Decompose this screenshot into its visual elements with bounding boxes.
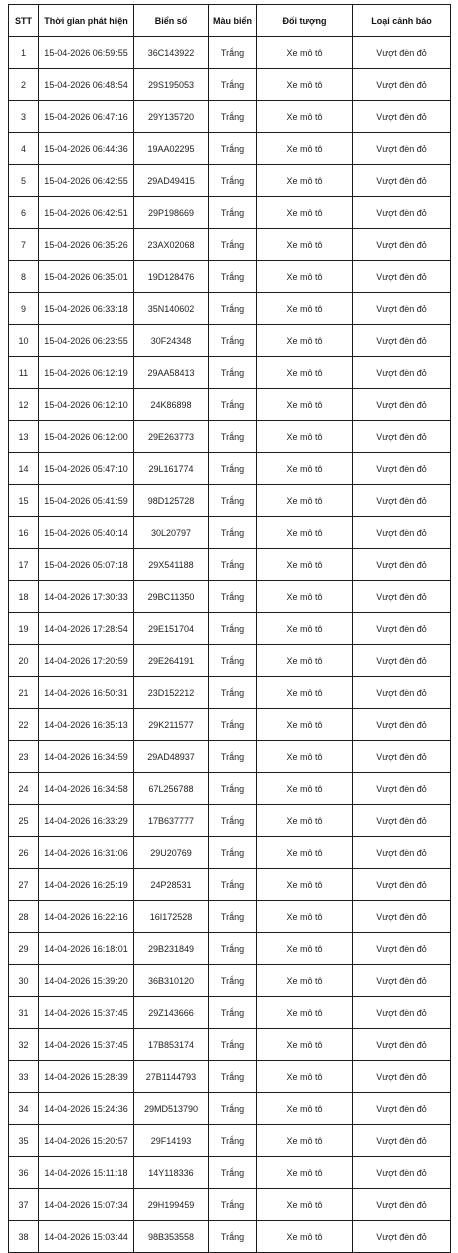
table-body [9, 37, 451, 1253]
cell-stt: 14 [9, 453, 39, 485]
cell-alert-type: Vượt đèn đỏ [353, 645, 451, 677]
cell-detection-time: 15-04-2026 05:47:10 [39, 453, 134, 485]
table-row [9, 805, 451, 837]
cell-alert-type: Vượt đèn đỏ [353, 357, 451, 389]
cell-detection-time: 15-04-2026 06:42:55 [39, 165, 134, 197]
cell-stt: 11 [9, 357, 39, 389]
cell-plate-color: Trắng [209, 1189, 257, 1221]
cell-plate-number: 24K86898 [134, 389, 209, 421]
cell-alert-type: Vượt đèn đỏ [353, 613, 451, 645]
cell-plate-color: Trắng [209, 1029, 257, 1061]
cell-plate-color: Trắng [209, 613, 257, 645]
cell-alert-type: Vượt đèn đỏ [353, 709, 451, 741]
cell-plate-number: 29E264191 [134, 645, 209, 677]
cell-detection-time: 15-04-2026 06:44:36 [39, 133, 134, 165]
cell-detection-time: 14-04-2026 17:30:33 [39, 581, 134, 613]
table-row [9, 1029, 451, 1061]
cell-plate-color: Trắng [209, 645, 257, 677]
cell-stt: 24 [9, 773, 39, 805]
cell-alert-type: Vượt đèn đỏ [353, 1061, 451, 1093]
table-row [9, 901, 451, 933]
cell-alert-type: Vượt đèn đỏ [353, 229, 451, 261]
cell-alert-type: Vượt đèn đỏ [353, 901, 451, 933]
cell-vehicle-type: Xe mô tô [257, 1157, 353, 1189]
cell-plate-number: 29Y135720 [134, 101, 209, 133]
cell-alert-type: Vượt đèn đỏ [353, 773, 451, 805]
cell-alert-type: Vượt đèn đỏ [353, 165, 451, 197]
cell-detection-time: 14-04-2026 15:07:34 [39, 1189, 134, 1221]
cell-plate-number: 29H199459 [134, 1189, 209, 1221]
cell-stt: 36 [9, 1157, 39, 1189]
cell-detection-time: 15-04-2026 06:12:10 [39, 389, 134, 421]
table-row [9, 1189, 451, 1221]
cell-plate-color: Trắng [209, 965, 257, 997]
cell-plate-color: Trắng [209, 837, 257, 869]
cell-plate-number: 35N140602 [134, 293, 209, 325]
table-row [9, 1125, 451, 1157]
cell-stt: 26 [9, 837, 39, 869]
header-plate-color: Màu biển [209, 5, 257, 37]
table-row [9, 581, 451, 613]
cell-alert-type: Vượt đèn đỏ [353, 101, 451, 133]
cell-stt: 31 [9, 997, 39, 1029]
cell-plate-number: 29AD49415 [134, 165, 209, 197]
cell-detection-time: 14-04-2026 16:31:06 [39, 837, 134, 869]
cell-alert-type: Vượt đèn đỏ [353, 261, 451, 293]
cell-plate-color: Trắng [209, 357, 257, 389]
cell-detection-time: 14-04-2026 15:39:20 [39, 965, 134, 997]
cell-detection-time: 15-04-2026 05:40:14 [39, 517, 134, 549]
cell-alert-type: Vượt đèn đỏ [353, 453, 451, 485]
cell-vehicle-type: Xe mô tô [257, 709, 353, 741]
cell-vehicle-type: Xe mô tô [257, 549, 353, 581]
cell-vehicle-type: Xe mô tô [257, 261, 353, 293]
cell-alert-type: Vượt đèn đỏ [353, 1157, 451, 1189]
cell-detection-time: 15-04-2026 06:35:26 [39, 229, 134, 261]
header-plate-number: Biển số [134, 5, 209, 37]
cell-alert-type: Vượt đèn đỏ [353, 293, 451, 325]
cell-plate-color: Trắng [209, 1125, 257, 1157]
header-row [9, 5, 451, 37]
cell-plate-number: 19D128476 [134, 261, 209, 293]
cell-stt: 13 [9, 421, 39, 453]
cell-plate-number: 36C143922 [134, 37, 209, 69]
cell-plate-color: Trắng [209, 709, 257, 741]
cell-plate-number: 29P198669 [134, 197, 209, 229]
cell-plate-color: Trắng [209, 229, 257, 261]
cell-stt: 6 [9, 197, 39, 229]
cell-stt: 29 [9, 933, 39, 965]
cell-alert-type: Vượt đèn đỏ [353, 741, 451, 773]
cell-plate-number: 29S195053 [134, 69, 209, 101]
violations-table [8, 4, 451, 1253]
cell-vehicle-type: Xe mô tô [257, 1189, 353, 1221]
cell-detection-time: 14-04-2026 16:18:01 [39, 933, 134, 965]
cell-detection-time: 15-04-2026 06:33:18 [39, 293, 134, 325]
cell-alert-type: Vượt đèn đỏ [353, 677, 451, 709]
cell-detection-time: 14-04-2026 17:28:54 [39, 613, 134, 645]
cell-plate-number: 23AX02068 [134, 229, 209, 261]
cell-plate-color: Trắng [209, 261, 257, 293]
cell-plate-number: 16I172528 [134, 901, 209, 933]
cell-alert-type: Vượt đèn đỏ [353, 485, 451, 517]
cell-vehicle-type: Xe mô tô [257, 581, 353, 613]
cell-plate-number: 29AA58413 [134, 357, 209, 389]
cell-stt: 32 [9, 1029, 39, 1061]
cell-plate-color: Trắng [209, 1221, 257, 1253]
cell-detection-time: 14-04-2026 15:24:36 [39, 1093, 134, 1125]
cell-detection-time: 14-04-2026 15:37:45 [39, 997, 134, 1029]
cell-vehicle-type: Xe mô tô [257, 197, 353, 229]
cell-stt: 12 [9, 389, 39, 421]
cell-vehicle-type: Xe mô tô [257, 357, 353, 389]
cell-plate-number: 29MD513790 [134, 1093, 209, 1125]
cell-plate-number: 98B353558 [134, 1221, 209, 1253]
cell-stt: 23 [9, 741, 39, 773]
cell-vehicle-type: Xe mô tô [257, 421, 353, 453]
cell-alert-type: Vượt đèn đỏ [353, 1189, 451, 1221]
cell-stt: 33 [9, 1061, 39, 1093]
cell-vehicle-type: Xe mô tô [257, 133, 353, 165]
table-row [9, 1061, 451, 1093]
table-row [9, 997, 451, 1029]
cell-detection-time: 14-04-2026 16:25:19 [39, 869, 134, 901]
table-row [9, 229, 451, 261]
cell-plate-number: 98D125728 [134, 485, 209, 517]
cell-alert-type: Vượt đèn đỏ [353, 965, 451, 997]
cell-detection-time: 14-04-2026 16:34:58 [39, 773, 134, 805]
cell-alert-type: Vượt đèn đỏ [353, 1125, 451, 1157]
cell-alert-type: Vượt đèn đỏ [353, 421, 451, 453]
cell-vehicle-type: Xe mô tô [257, 773, 353, 805]
cell-vehicle-type: Xe mô tô [257, 869, 353, 901]
cell-vehicle-type: Xe mô tô [257, 165, 353, 197]
cell-alert-type: Vượt đèn đỏ [353, 837, 451, 869]
table-row [9, 613, 451, 645]
cell-vehicle-type: Xe mô tô [257, 1061, 353, 1093]
cell-plate-color: Trắng [209, 69, 257, 101]
table-row [9, 325, 451, 357]
table-row [9, 357, 451, 389]
cell-plate-number: 30F24348 [134, 325, 209, 357]
cell-vehicle-type: Xe mô tô [257, 901, 353, 933]
cell-plate-number: 29Z143666 [134, 997, 209, 1029]
cell-vehicle-type: Xe mô tô [257, 101, 353, 133]
cell-plate-number: 29BC11350 [134, 581, 209, 613]
cell-plate-number: 17B637777 [134, 805, 209, 837]
cell-plate-number: 29U20769 [134, 837, 209, 869]
cell-plate-color: Trắng [209, 293, 257, 325]
table-row [9, 389, 451, 421]
cell-plate-color: Trắng [209, 165, 257, 197]
cell-plate-number: 36B310120 [134, 965, 209, 997]
cell-detection-time: 15-04-2026 06:12:00 [39, 421, 134, 453]
cell-vehicle-type: Xe mô tô [257, 453, 353, 485]
cell-detection-time: 15-04-2026 06:48:54 [39, 69, 134, 101]
cell-plate-color: Trắng [209, 133, 257, 165]
cell-detection-time: 15-04-2026 05:41:59 [39, 485, 134, 517]
cell-plate-number: 29AD48937 [134, 741, 209, 773]
cell-stt: 28 [9, 901, 39, 933]
cell-stt: 8 [9, 261, 39, 293]
cell-stt: 19 [9, 613, 39, 645]
cell-alert-type: Vượt đèn đỏ [353, 1093, 451, 1125]
cell-detection-time: 15-04-2026 06:23:55 [39, 325, 134, 357]
table-row [9, 197, 451, 229]
header-stt: STT [9, 5, 39, 37]
cell-vehicle-type: Xe mô tô [257, 69, 353, 101]
table-row [9, 837, 451, 869]
cell-plate-number: 29E263773 [134, 421, 209, 453]
cell-alert-type: Vượt đèn đỏ [353, 933, 451, 965]
cell-vehicle-type: Xe mô tô [257, 837, 353, 869]
cell-detection-time: 15-04-2026 05:07:18 [39, 549, 134, 581]
cell-alert-type: Vượt đèn đỏ [353, 581, 451, 613]
cell-vehicle-type: Xe mô tô [257, 741, 353, 773]
cell-detection-time: 14-04-2026 16:35:13 [39, 709, 134, 741]
cell-plate-number: 24P28531 [134, 869, 209, 901]
cell-vehicle-type: Xe mô tô [257, 1029, 353, 1061]
cell-plate-number: 30L20797 [134, 517, 209, 549]
cell-vehicle-type: Xe mô tô [257, 389, 353, 421]
cell-alert-type: Vượt đèn đỏ [353, 517, 451, 549]
cell-vehicle-type: Xe mô tô [257, 933, 353, 965]
cell-plate-color: Trắng [209, 37, 257, 69]
cell-stt: 7 [9, 229, 39, 261]
cell-plate-number: 29K211577 [134, 709, 209, 741]
cell-plate-color: Trắng [209, 581, 257, 613]
cell-vehicle-type: Xe mô tô [257, 805, 353, 837]
table-row [9, 965, 451, 997]
cell-vehicle-type: Xe mô tô [257, 1221, 353, 1253]
cell-plate-color: Trắng [209, 517, 257, 549]
cell-plate-number: 17B853174 [134, 1029, 209, 1061]
cell-detection-time: 15-04-2026 06:59:55 [39, 37, 134, 69]
cell-stt: 37 [9, 1189, 39, 1221]
cell-detection-time: 14-04-2026 15:20:57 [39, 1125, 134, 1157]
cell-alert-type: Vượt đèn đỏ [353, 869, 451, 901]
cell-plate-color: Trắng [209, 421, 257, 453]
cell-detection-time: 14-04-2026 16:34:59 [39, 741, 134, 773]
cell-detection-time: 15-04-2026 06:12:19 [39, 357, 134, 389]
cell-vehicle-type: Xe mô tô [257, 517, 353, 549]
table-row [9, 133, 451, 165]
table-row [9, 101, 451, 133]
cell-alert-type: Vượt đèn đỏ [353, 197, 451, 229]
cell-detection-time: 14-04-2026 16:33:29 [39, 805, 134, 837]
cell-vehicle-type: Xe mô tô [257, 229, 353, 261]
cell-alert-type: Vượt đèn đỏ [353, 325, 451, 357]
table-row [9, 293, 451, 325]
header-alert-type: Loại cảnh báo [353, 5, 451, 37]
cell-stt: 21 [9, 677, 39, 709]
cell-plate-color: Trắng [209, 453, 257, 485]
header-vehicle-type: Đối tượng [257, 5, 353, 37]
cell-vehicle-type: Xe mô tô [257, 293, 353, 325]
cell-stt: 9 [9, 293, 39, 325]
cell-alert-type: Vượt đèn đỏ [353, 997, 451, 1029]
cell-plate-color: Trắng [209, 1093, 257, 1125]
cell-stt: 35 [9, 1125, 39, 1157]
cell-vehicle-type: Xe mô tô [257, 1125, 353, 1157]
cell-plate-color: Trắng [209, 1157, 257, 1189]
cell-plate-number: 27B1144793 [134, 1061, 209, 1093]
cell-stt: 1 [9, 37, 39, 69]
table-row [9, 261, 451, 293]
cell-detection-time: 14-04-2026 15:03:44 [39, 1221, 134, 1253]
cell-stt: 34 [9, 1093, 39, 1125]
cell-stt: 30 [9, 965, 39, 997]
cell-plate-number: 19AA02295 [134, 133, 209, 165]
table-row [9, 165, 451, 197]
cell-plate-color: Trắng [209, 805, 257, 837]
cell-alert-type: Vượt đèn đỏ [353, 805, 451, 837]
cell-plate-number: 23D152212 [134, 677, 209, 709]
cell-plate-color: Trắng [209, 933, 257, 965]
cell-alert-type: Vượt đèn đỏ [353, 69, 451, 101]
cell-detection-time: 15-04-2026 06:47:16 [39, 101, 134, 133]
cell-alert-type: Vượt đèn đỏ [353, 1029, 451, 1061]
cell-vehicle-type: Xe mô tô [257, 965, 353, 997]
cell-detection-time: 14-04-2026 17:20:59 [39, 645, 134, 677]
cell-vehicle-type: Xe mô tô [257, 325, 353, 357]
table-header [9, 5, 451, 37]
table-row [9, 677, 451, 709]
cell-plate-color: Trắng [209, 773, 257, 805]
cell-stt: 10 [9, 325, 39, 357]
cell-alert-type: Vượt đèn đỏ [353, 37, 451, 69]
cell-vehicle-type: Xe mô tô [257, 645, 353, 677]
cell-plate-color: Trắng [209, 997, 257, 1029]
table-row [9, 485, 451, 517]
cell-plate-number: 29B231849 [134, 933, 209, 965]
cell-plate-color: Trắng [209, 325, 257, 357]
cell-plate-number: 67L256788 [134, 773, 209, 805]
cell-stt: 4 [9, 133, 39, 165]
cell-plate-color: Trắng [209, 101, 257, 133]
table-row [9, 709, 451, 741]
cell-detection-time: 14-04-2026 16:50:31 [39, 677, 134, 709]
cell-plate-number: 29F14193 [134, 1125, 209, 1157]
table-row [9, 421, 451, 453]
cell-detection-time: 14-04-2026 16:22:16 [39, 901, 134, 933]
table-row [9, 645, 451, 677]
cell-stt: 16 [9, 517, 39, 549]
cell-stt: 25 [9, 805, 39, 837]
cell-alert-type: Vượt đèn đỏ [353, 389, 451, 421]
cell-plate-number: 29L161774 [134, 453, 209, 485]
cell-plate-number: 29X541188 [134, 549, 209, 581]
cell-detection-time: 14-04-2026 15:11:18 [39, 1157, 134, 1189]
cell-detection-time: 14-04-2026 15:28:39 [39, 1061, 134, 1093]
cell-detection-time: 15-04-2026 06:35:01 [39, 261, 134, 293]
cell-stt: 18 [9, 581, 39, 613]
cell-stt: 5 [9, 165, 39, 197]
cell-stt: 3 [9, 101, 39, 133]
cell-stt: 20 [9, 645, 39, 677]
cell-stt: 38 [9, 1221, 39, 1253]
cell-plate-color: Trắng [209, 1061, 257, 1093]
cell-alert-type: Vượt đèn đỏ [353, 549, 451, 581]
header-detection-time: Thời gian phát hiện [39, 5, 134, 37]
cell-plate-number: 29E151704 [134, 613, 209, 645]
cell-vehicle-type: Xe mô tô [257, 37, 353, 69]
table-row [9, 933, 451, 965]
table-row [9, 517, 451, 549]
cell-plate-color: Trắng [209, 677, 257, 709]
cell-stt: 17 [9, 549, 39, 581]
cell-stt: 2 [9, 69, 39, 101]
cell-vehicle-type: Xe mô tô [257, 485, 353, 517]
cell-detection-time: 14-04-2026 15:37:45 [39, 1029, 134, 1061]
cell-vehicle-type: Xe mô tô [257, 997, 353, 1029]
table-row [9, 741, 451, 773]
table-row [9, 69, 451, 101]
cell-stt: 27 [9, 869, 39, 901]
cell-plate-color: Trắng [209, 485, 257, 517]
cell-alert-type: Vượt đèn đỏ [353, 1221, 451, 1253]
cell-stt: 22 [9, 709, 39, 741]
cell-plate-color: Trắng [209, 741, 257, 773]
cell-detection-time: 15-04-2026 06:42:51 [39, 197, 134, 229]
table-row [9, 1093, 451, 1125]
table-row [9, 37, 451, 69]
cell-alert-type: Vượt đèn đỏ [353, 133, 451, 165]
cell-stt: 15 [9, 485, 39, 517]
cell-vehicle-type: Xe mô tô [257, 1093, 353, 1125]
cell-plate-color: Trắng [209, 389, 257, 421]
cell-vehicle-type: Xe mô tô [257, 677, 353, 709]
table-row [9, 1157, 451, 1189]
cell-plate-color: Trắng [209, 549, 257, 581]
cell-plate-color: Trắng [209, 869, 257, 901]
table-row [9, 869, 451, 901]
table-row [9, 453, 451, 485]
table-row [9, 773, 451, 805]
cell-vehicle-type: Xe mô tô [257, 613, 353, 645]
cell-plate-color: Trắng [209, 901, 257, 933]
cell-plate-color: Trắng [209, 197, 257, 229]
cell-plate-number: 14Y118336 [134, 1157, 209, 1189]
table-row [9, 549, 451, 581]
